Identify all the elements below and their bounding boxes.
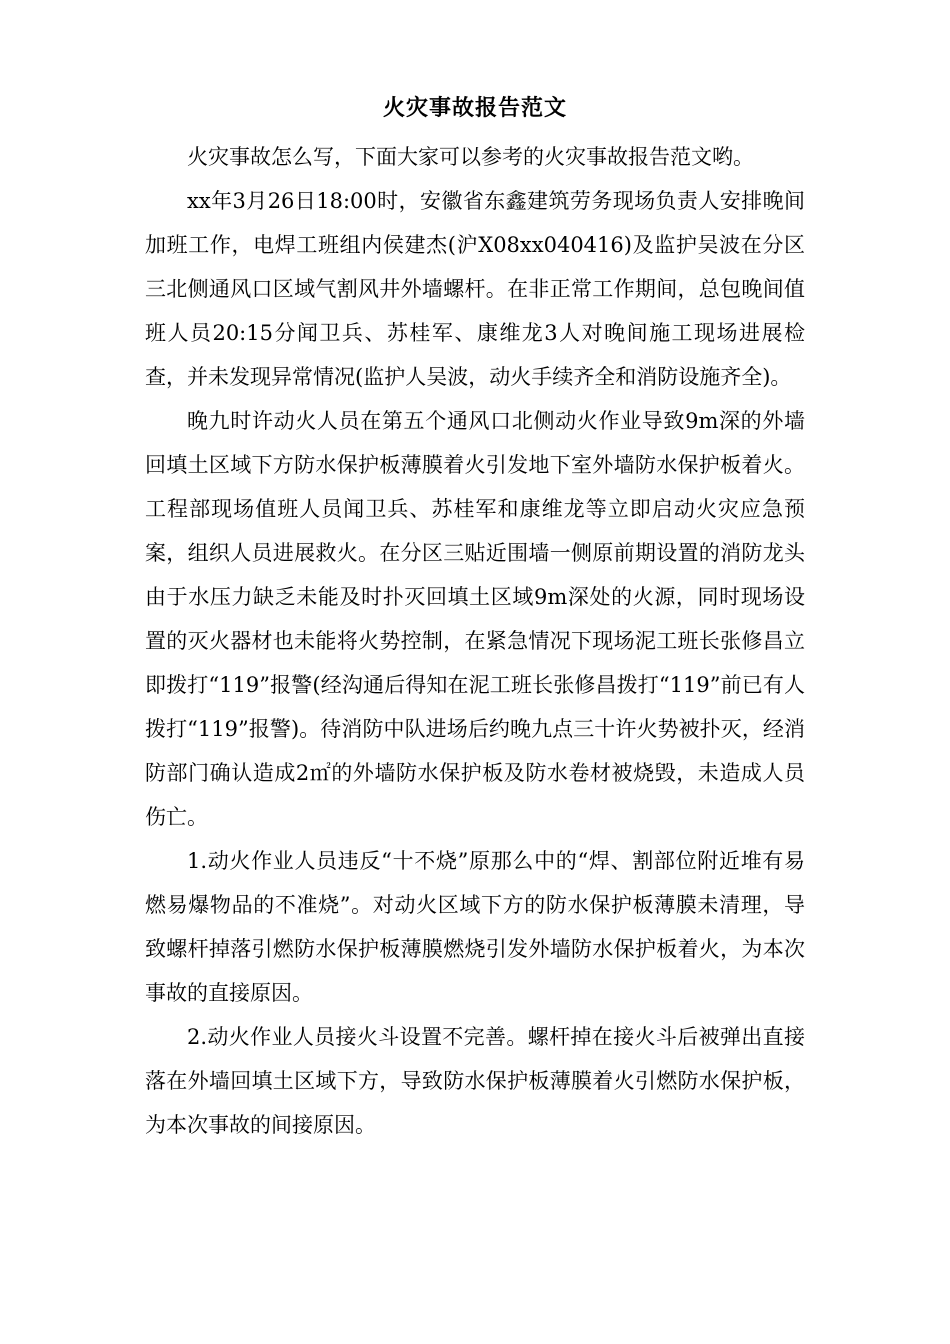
paragraph-indirect-cause: 2.动火作业人员接火斗设置不完善。螺杆掉在接火斗后被弹出直接落在外墙回填土区域下方，导致防水保护板薄膜着火引燃防水保护板，为本次事故的间接原因。 [145, 1025, 805, 1137]
page-title: 火灾事故报告范文 [382, 95, 567, 121]
paragraph-intro: 火灾事故怎么写，下面大家可以参考的火灾事故报告范文哟。 [187, 145, 754, 169]
paragraph-direct-cause: 1.动火作业人员违反“十不烧”原那么中的“焊、割部位附近堆有易燃易爆物品的不准烧”。对动火区域下方的防水保护板薄膜未清理，导致螺杆掉落引燃防水保护板薄膜燃烧引发外墙防水保护板着火，为本次事故的直接原因。 [145, 849, 805, 1005]
paragraph-fire-response: 晚九时许动火人员在第五个通风口北侧动火作业导致9m深的外墙回填土区域下方防水保护板薄膜着火引发地下室外墙防水保护板着火。工程部现场值班人员闻卫兵、苏桂军和康维龙等立即启动火灾应急预案，组织人员进展救火。在分区三贴近围墙一侧原前期设置的消防龙头由于水压力缺乏未能及时扑灭回填土区域9m深处的火源，同时现场设置的灭火器材也未能将火势控制，在紧急情况下现场泥工班长张修昌立即拨打“119”报警(经沟通后得知在泥工班长张修昌拨打“119”前已有人拨打“119”报警)。待消防中队进场后约晚九点三十许火势被扑灭，经消防部门确认造成2㎡的外墙防水保护板及防水卷材被烧毁，未造成人员伤亡。 [145, 409, 805, 829]
paragraph-incident-setup: xx年3月26日18:00时，安徽省东鑫建筑劳务现场负责人安排晚间加班工作，电焊工班组内侯建杰(沪X08xx040416)及监护吴波在分区三北侧通风口区域气割风井外墙螺杆。在非正常工作期间，总包晚间值班人员20:15分闻卫兵、苏桂军、康维龙3人对晚间施工现场进展检查，并未发现异常情况(监护人吴波，动火手续齐全和消防设施齐全)。 [145, 189, 805, 389]
document-page [145, 86, 805, 1147]
